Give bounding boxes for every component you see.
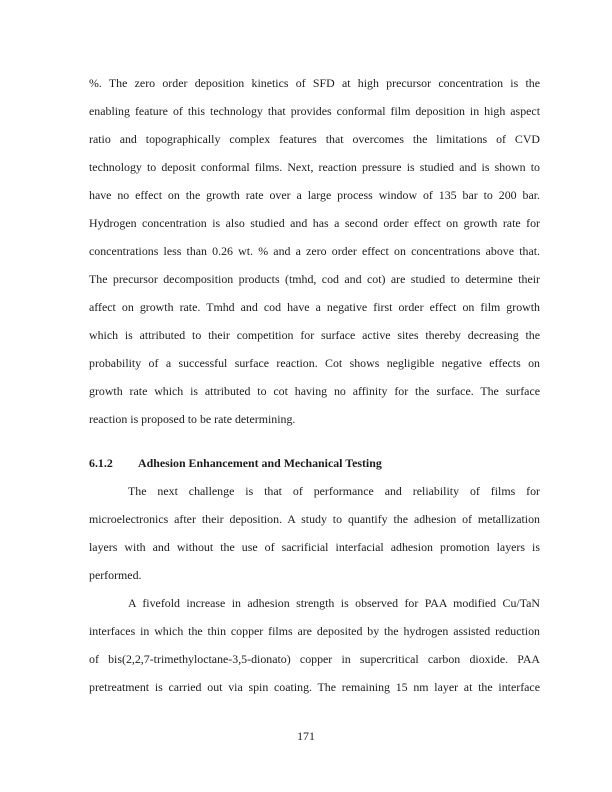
body-line: ratio and topographically complex features that overcomes the limitations of CVD <box>89 132 540 146</box>
body-line: enabling feature of this technology that provides conformal film deposition in high aspect <box>89 104 540 118</box>
body-line: of bis(2,2,7-trimethyloctane-3,5-dionato) copper in supercritical carbon dioxide. PAA <box>89 652 540 666</box>
section-title: Adhesion Enhancement and Mechanical Testing <box>138 456 382 470</box>
body-line: The precursor decomposition products (tmhd, cod and cot) are studied to determine their <box>89 272 540 286</box>
body-line: concentrations less than 0.26 wt. % and a zero order effect on concentrations above that. <box>89 244 540 258</box>
body-line: A fivefold increase in adhesion strength is observed for PAA modified Cu/TaN <box>128 596 540 610</box>
body-line: %. The zero order deposition kinetics of SFD at high precursor concentration is the <box>89 76 540 90</box>
body-line: technology to deposit conformal films. Next, reaction pressure is studied and is shown to <box>89 160 540 174</box>
body-line: probability of a successful surface reaction. Cot shows negligible negative effects on <box>89 356 540 370</box>
body-line: layers with and without the use of sacrificial interfacial adhesion promotion layers is <box>89 540 540 554</box>
body-line: The next challenge is that of performance and reliability of films for <box>128 484 540 498</box>
body-line: microelectronics after their deposition. A study to quantify the adhesion of metallization <box>89 512 540 526</box>
body-line: reaction is proposed to be rate determining. <box>89 412 296 426</box>
body-text <box>89 69 540 701</box>
body-line: performed. <box>89 568 142 582</box>
body-line: which is attributed to their competition for surface active sites thereby decreasing the <box>89 328 540 342</box>
body-line: interfaces in which the thin copper films are deposited by the hydrogen assisted reduction <box>89 624 540 638</box>
body-line: growth rate which is attributed to cot having no affinity for the surface. The surface <box>89 384 540 398</box>
body-line: affect on growth rate. Tmhd and cod have a negative first order effect on film growth <box>89 300 540 314</box>
section-heading <box>89 449 540 477</box>
body-line: have no effect on the growth rate over a large process window of 135 bar to 200 bar. <box>89 188 540 202</box>
section-number: 6.1.2 <box>89 456 113 470</box>
body-line: Hydrogen concentration is also studied and has a second order effect on growth rate for <box>89 216 540 230</box>
body-line: pretreatment is carried out via spin coating. The remaining 15 nm layer at the interface <box>89 680 540 694</box>
page-number: 171 <box>297 729 315 743</box>
